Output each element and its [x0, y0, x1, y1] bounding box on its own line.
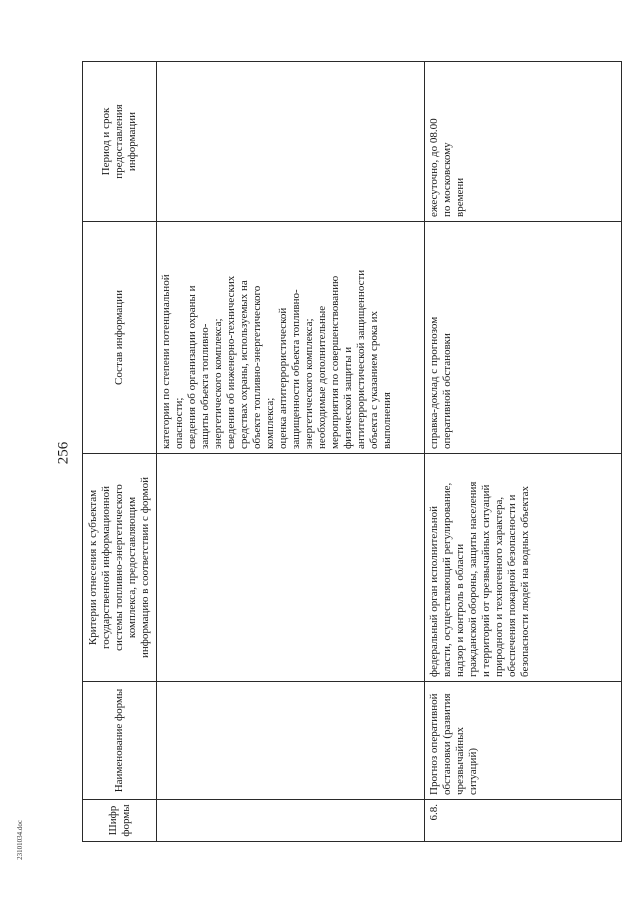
cell-composition: категории по степени потенциальной опасности; сведения об организации охраны и защиты объекта топливно- энергетического комплекса; сведения об инженерно-технических средствах охраны, используемых на объекте топливно-энергетического комплекса; оценка антитеррористической защищенности объекта топливно- энергетического комплекса; необходимые дополнительные мероприятия по совершенствованию физической защиты и антитеррористической защищенности объекта с указанием срока их выполнения [157, 222, 425, 454]
header-criteria: Критерии отнесения к субъектам государственной информационной системы топливно-энергетического комплекса, предоставляющим информацию в соответствии с формой [83, 454, 157, 682]
table-row-6-8 [425, 62, 622, 842]
rotated-page-content [82, 62, 622, 842]
header-form-name: Наименование формы [83, 682, 157, 800]
cell-form-name: Прогноз оперативной обстановки (развития чрезвычайных ситуаций) [425, 682, 622, 800]
footer-document-code: 23101034.doc [16, 820, 24, 860]
cell-composition: справка-доклад с прогнозом оперативной обстановки [425, 222, 622, 454]
header-period: Период и срок предоставления информации [83, 62, 157, 222]
table-header-row [83, 62, 157, 842]
cell-criteria: федеральный орган исполнительной власти, осуществляющий регулирование, надзор и контроль в области гражданской обороны, защиты населения и территорий от чрезвычайных ситуаций природного и техногенного характера, обеспечения пожарной безопасности и безопасности людей на водных объектах [425, 454, 622, 682]
table-row-continuation [157, 62, 425, 842]
header-code: Шифр формы [83, 800, 157, 842]
cell-criteria [157, 454, 425, 682]
cell-form-name [157, 682, 425, 800]
cell-period: ежесуточно, до 08.00 по московскому времени [425, 62, 622, 222]
page-number: 256 [55, 441, 72, 465]
header-composition: Состав информации [83, 222, 157, 454]
cell-code [157, 800, 425, 842]
cell-code: 6.8. [425, 800, 622, 842]
cell-period [157, 62, 425, 222]
form-table [82, 61, 622, 842]
